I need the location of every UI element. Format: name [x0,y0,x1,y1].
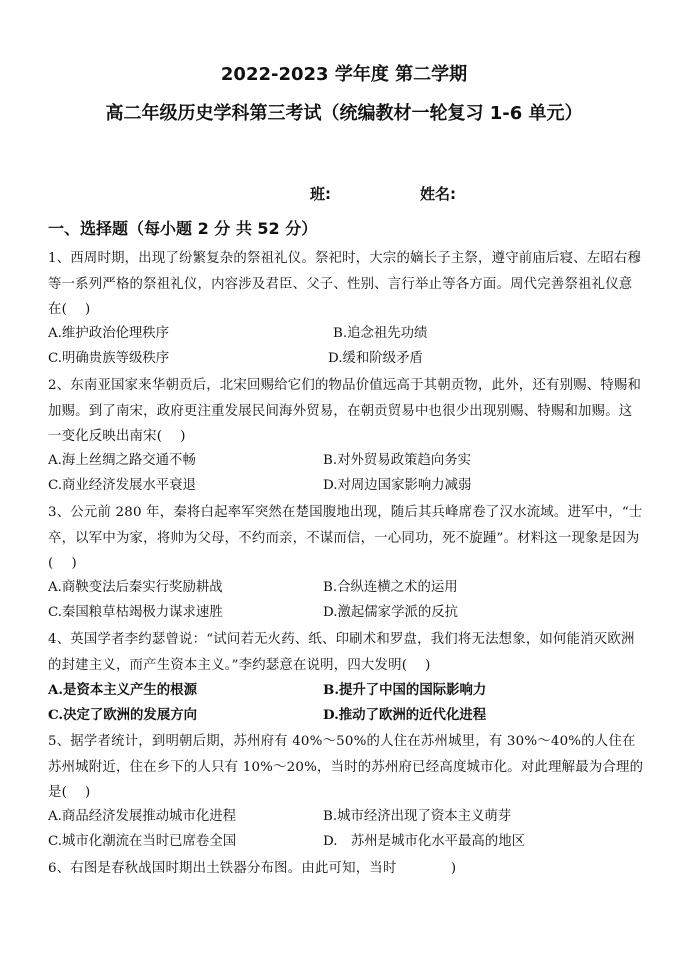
question-3-option-c: C.秦国粮草枯竭极力谋求速胜 [48,605,223,620]
question-3-stem: 3、公元前 280 年，秦将白起率军突然在楚国腹地出现，随后其兵峰席卷了汉水流域。进军中，“士卒，以军中为家，将帅为父母，不约而亲，不谋而信，一心同功，死不旋踵”。材料这一现象是因为( ) [48,505,643,571]
question-4-stem: 4、英国学者李约瑟曾说：“试问若无火药、纸、印刷术和罗盘，我们将无法想象，如何能消灭欧洲的封建主义，而产生资本主义。”李约瑟意在说明，四大发明( ) [48,632,635,673]
question-5-option-c: C.城市化潮流在当时已席卷全国 [48,834,237,849]
question-4-option-c: C.决定了欧洲的发展方向 [48,707,197,723]
question-3-option-d: D.激起儒家学派的反抗 [323,605,459,620]
question-2-option-b: B.对外贸易政策趋向务实 [323,453,472,468]
question-3-option-a: A.商鞅变法后秦实行奖励耕战 [48,580,223,595]
question-5-stem: 5、据学者统计，到明朝后期，苏州府有 40%～50%的人住在苏州城里，有 30%～40%的人住在苏州城附近，住在乡下的人只有 10%～20%，当时的苏州府已经高度城市化。对此理解最为合理的是( ) [48,734,644,800]
question-2-option-a: A.海上丝绸之路交通不畅 [48,453,196,468]
question-1-option-a: A.维护政治伦理秩序 [48,326,170,341]
exam-title-year: 2022-2023 学年度 第二学期 [220,64,468,85]
exam-title-subject: 高二年级历史学科第三考试（统编教材一轮复习 1-6 单元） [105,103,583,124]
question-2-stem: 2、东南亚国家来华朝贡后，北宋回赐给它们的物品价值远高于其朝贡物，此外，还有别赐、特赐和加赐。到了南宋，政府更注重发展民间海外贸易，在朝贡贸易中也很少出现别赐、特赐和加赐。这一变化反映出南宋( ) [48,378,642,444]
question-4-option-b: B.提升了中国的国际影响力 [323,682,487,698]
question-1-option-b: B.追念祖先功绩 [333,326,428,341]
question-4-option-a: A.是资本主义产生的根源 [48,682,197,698]
question-5-option-d: D. 苏州是城市化水平最高的地区 [323,834,525,849]
question-3-option-b: B.合纵连横之术的运用 [323,580,458,595]
question-2-option-c: C.商业经济发展水平衰退 [48,478,196,493]
section-heading: 一、选择题（每小题 2 分 共 52 分） [48,219,318,238]
question-4-option-d: D.推动了欧洲的近代化进程 [323,707,487,723]
question-6-stem: 6、右图是春秋战国时期出土铁器分布图。由此可知，当时 ) [48,861,457,876]
question-5-option-b: B.城市经济出现了资本主义萌芽 [323,809,512,824]
question-1-option-c: C.明确贵族等级秩序 [48,351,170,366]
question-1-stem: 1、西周时期，出现了纷繁复杂的祭祖礼仪。祭祀时，大宗的嫡长子主祭，遵守前庙后寝、左昭右穆等一系列严格的祭祖礼仪，内容涉及君臣、父子、性别、言行举止等各方面。周代完善祭祖礼仪意在( ) [48,251,642,317]
question-5-option-a: A.商品经济发展推动城市化进程 [48,809,237,824]
name-label: 姓名: [420,185,456,203]
class-label: 班: [310,185,331,203]
question-1-option-d: D.缓和阶级矛盾 [328,351,423,366]
question-2-option-d: D.对周边国家影响力减弱 [323,478,472,493]
